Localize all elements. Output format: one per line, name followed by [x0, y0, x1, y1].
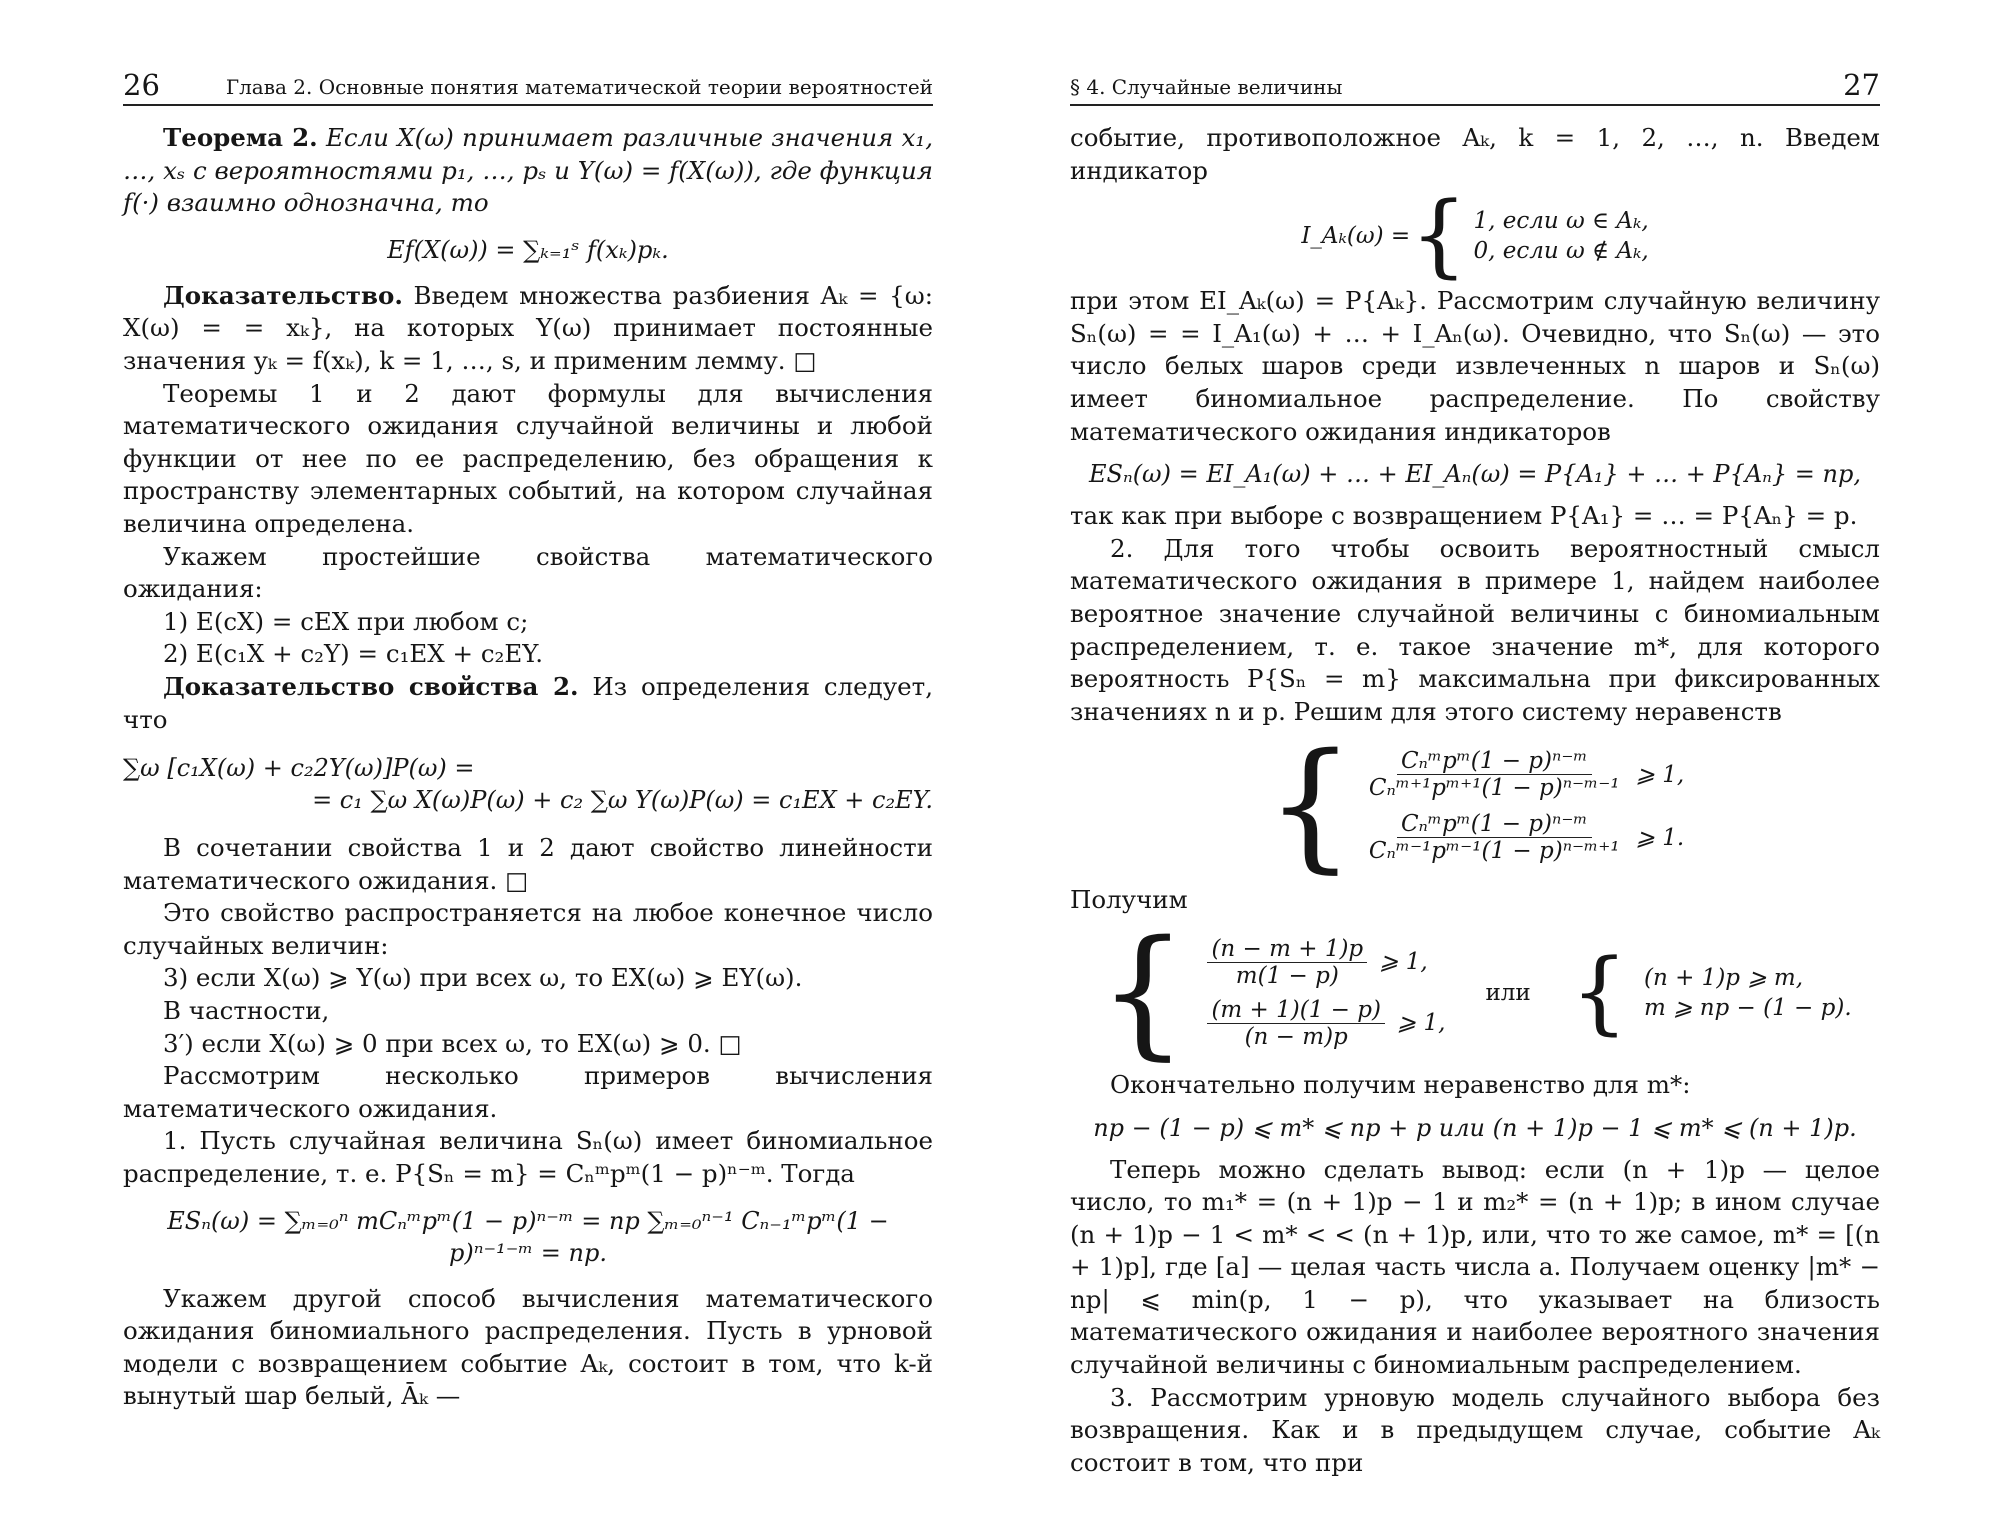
property-3-prime	[123, 1028, 933, 1061]
formula-3: ESₙ(ω) = ∑ₘ₌₀ⁿ mCₙᵐpᵐ(1 − p)ⁿ⁻ᵐ = np ∑ₘ₌₀ⁿ⁻¹ Cₙ₋₁ᵐpᵐ(1 − p)ⁿ⁻¹⁻ᵐ = np.	[167, 1206, 889, 1267]
system-2-cases	[1203, 936, 1445, 1050]
proof-paragraph	[123, 280, 933, 378]
right-page	[1070, 60, 1880, 1479]
property-2: 2) E(c₁X + c₂Y) = c₁EX + c₂EY.	[163, 639, 544, 669]
system-2-row-2	[1203, 997, 1445, 1050]
system-1-rhs-2: ⩾ 1.	[1635, 824, 1685, 851]
right-header	[1070, 60, 1880, 106]
left-para-3	[123, 832, 933, 897]
theorem-formula: Ef(X(ω)) = ∑ₖ₌₁ˢ f(xₖ)pₖ.	[387, 235, 669, 264]
system-2-fraction-2	[1207, 997, 1384, 1050]
system-2-row-1	[1203, 936, 1445, 989]
qed-mark-1: □	[793, 345, 817, 375]
system-2-fraction-1	[1207, 936, 1367, 989]
right-para-4: 2. Для того чтобы освоить вероятностный смысл математического ожидания в примере 1, найдем наиболее вероятное значение случайной величины с биномиальным распределением, т. е. такое значение m*, для которого вероятность P{Sₙ = m} максимальна при фиксированных значениях n и p. Решим для этого систему неравенств	[1070, 533, 1880, 726]
indicator-definition	[1070, 183, 1880, 289]
system-2-rhs-1: ⩾ 1,	[1379, 949, 1428, 976]
left-brace-icon: {	[1265, 724, 1355, 888]
left-para-4: Это свойство распространяется на любое конечное число случайных величин:	[123, 898, 933, 960]
fraction-numerator: Cₙᵐpᵐ(1 − p)ⁿ⁻ᵐ	[1397, 811, 1592, 838]
left-running-head: Глава 2. Основные понятия математической теории вероятностей	[225, 75, 933, 99]
property-3-prime-text: 3′) если X(ω) ⩾ 0 при всех ω, то EX(ω) ⩾ 0.	[163, 1028, 711, 1058]
property-3: 3) если X(ω) ⩾ Y(ω) при всех ω, то EX(ω) ⩾ EY(ω).	[163, 963, 803, 993]
right-para-6: Окончательно получим неравенство для m*:	[1110, 1069, 1691, 1099]
fraction-denominator: (n − m)p	[1244, 1023, 1348, 1050]
left-page	[123, 60, 933, 1413]
left-brace-icon: {	[1570, 939, 1628, 1045]
system-1-cases	[1361, 748, 1684, 864]
proof-2-label: Доказательство свойства 2.	[163, 671, 579, 701]
proof-2-paragraph	[123, 671, 933, 736]
right-para-3: так как при выборе с возвращением P{A₁} = … = P{Aₙ} = p.	[1070, 501, 1858, 531]
left-header	[123, 60, 933, 106]
system-3-cases	[1644, 965, 1852, 1021]
proof-label: Доказательство.	[163, 280, 403, 310]
theorem-label: Теорема 2.	[163, 123, 318, 152]
indicator-case-2: 0, если ω ∉ Aₖ,	[1473, 238, 1649, 265]
system-1-row-1	[1361, 748, 1684, 801]
fraction-denominator: Cₙᵐ⁺¹pᵐ⁺¹(1 − p)ⁿ⁻ᵐ⁻¹	[1368, 775, 1620, 802]
left-para-8: Укажем другой способ вычисления математического ожидания биномиального распределения. Пусть в урновой модели с возвращением событие Aₖ, состоит в том, что k-й вынутый шар белый, Āₖ —	[123, 1283, 933, 1411]
fraction-numerator: (n − m + 1)p	[1207, 936, 1367, 963]
left-para-7: 1. Пусть случайная величина Sₙ(ω) имеет биномиальное распределение, т. е. P{Sₙ = m} = Cₙᵐpᵐ(1 − p)ⁿ⁻ᵐ. Тогда	[123, 1126, 933, 1189]
inequality-system-2	[1070, 910, 1880, 1074]
left-para-2: Укажем простейшие свойства математического ожидания:	[123, 541, 933, 604]
system-3-case-2: m ⩾ np − (1 − p).	[1644, 994, 1852, 1021]
system-1-row-2	[1361, 811, 1684, 864]
right-formula-1: ESₙ(ω) = EI_A₁(ω) + … + EI_Aₙ(ω) = P{A₁} + … + P{Aₙ} = np,	[1089, 460, 1861, 489]
right-para-2: при этом EI_Aₖ(ω) = P{Aₖ}. Рассмотрим случайную величину Sₙ(ω) = = I_A₁(ω) + … + I_Aₙ(ω). Очевидно, что Sₙ(ω) — это число белых шаров среди извлеченных n шаров и Sₙ(ω) имеет биномиальное распределение. По свойству математического ожидания индикаторов	[1070, 286, 1880, 446]
property-1: 1) E(cX) = cEX при любом c;	[163, 606, 529, 636]
proof-text: Введем множества разбиения Aₖ = {ω: X(ω) = = xₖ}, на которых Y(ω) принимает постоянные значения yₖ = f(xₖ), k = 1, …, s, и применим лемму.	[123, 280, 933, 375]
proof-2-text: Из определения следует, что	[123, 671, 933, 734]
fraction-denominator: Cₙᵐ⁻¹pᵐ⁻¹(1 − p)ⁿ⁻ᵐ⁺¹	[1368, 838, 1620, 865]
formula-2-line-2: = c₁ ∑ω X(ω)P(ω) + c₂ ∑ω Y(ω)P(ω) = c₁EX + c₂EY.	[312, 786, 933, 815]
system-3-case-1: (n + 1)p ⩾ m,	[1644, 964, 1804, 991]
left-para-1: Теоремы 1 и 2 дают формулы для вычисления математического ожидания случайной величины и любой функции от нее по ее распределению, без обращения к пространству элементарных событий, на котором случайная величина определена.	[123, 378, 933, 538]
right-formula-2: np − (1 − p) ⩽ m* ⩽ np + p или (n + 1)p − 1 ⩽ m* ⩽ (n + 1)p.	[1093, 1113, 1857, 1142]
left-brace-icon: {	[1410, 183, 1468, 289]
fraction-numerator: Cₙᵐpᵐ(1 − p)ⁿ⁻ᵐ	[1397, 748, 1592, 775]
system-1-fraction-1	[1365, 748, 1624, 801]
left-brace-icon: {	[1098, 910, 1188, 1074]
fraction-denominator: m(1 − p)	[1235, 962, 1339, 989]
formula-2-line-1: ∑ω [c₁X(ω) + c₂2Y(ω)]P(ω) =	[123, 754, 475, 783]
left-para-5: В частности,	[163, 996, 330, 1026]
right-para-7: Теперь можно сделать вывод: если (n + 1)p — целое число, то m₁* = (n + 1)p − 1 и m₂* = (n + 1)p; в ином случае (n + 1)p − 1 < m* < < (n + 1)p, или, что то же самое, m* = [(n + 1)p], где [a] — целая часть числа a. Получаем оценку |m* − np| ⩽ min(p, 1 − p), что указывает на близость математического ожидания и наиболее вероятного значения случайной величины с биномиальным распределением.	[1070, 1154, 1880, 1380]
inequality-system-1	[1070, 724, 1880, 888]
theorem-text: Если X(ω) принимает различные значения x₁, …, xₛ с вероятностями p₁, …, pₛ и Y(ω) = f(X(ω)), где функция f(·) взаимно однозначна, то	[123, 123, 933, 218]
system-2-rhs-2: ⩾ 1,	[1396, 1010, 1446, 1037]
fraction-numerator: (m + 1)(1 − p)	[1207, 997, 1384, 1024]
qed-mark-2: □	[505, 865, 529, 895]
system-1-fraction-2	[1365, 811, 1624, 864]
indicator-cases	[1473, 208, 1648, 264]
right-running-head: § 4. Случайные величины	[1070, 75, 1343, 99]
left-para-3-text: В сочетании свойства 1 и 2 дают свойство линейности математического ожидания.	[123, 833, 933, 895]
right-page-number: 27	[1843, 68, 1880, 102]
right-para-5: Получим	[1070, 885, 1188, 915]
indicator-case-1: 1, если ω ∈ Aₖ,	[1473, 208, 1649, 235]
left-page-number: 26	[123, 68, 160, 102]
right-para-8: 3. Рассмотрим урновую модель случайного выбора без возвращения. Как и в предыдущем случае, событие Aₖ состоит в том, что при	[1070, 1382, 1880, 1477]
left-para-6: Рассмотрим несколько примеров вычисления математического ожидания.	[123, 1061, 933, 1123]
system-1-rhs-1: ⩾ 1,	[1635, 761, 1685, 788]
qed-mark-3: □	[718, 1028, 742, 1058]
theorem-2	[123, 122, 933, 220]
or-word: или	[1485, 979, 1531, 1006]
indicator-lhs: I_Aₖ(ω) =	[1301, 223, 1411, 250]
proof-block	[123, 280, 933, 378]
right-para-1: событие, противоположное Aₖ, k = 1, 2, …, n. Введем индикатор	[1070, 123, 1880, 185]
